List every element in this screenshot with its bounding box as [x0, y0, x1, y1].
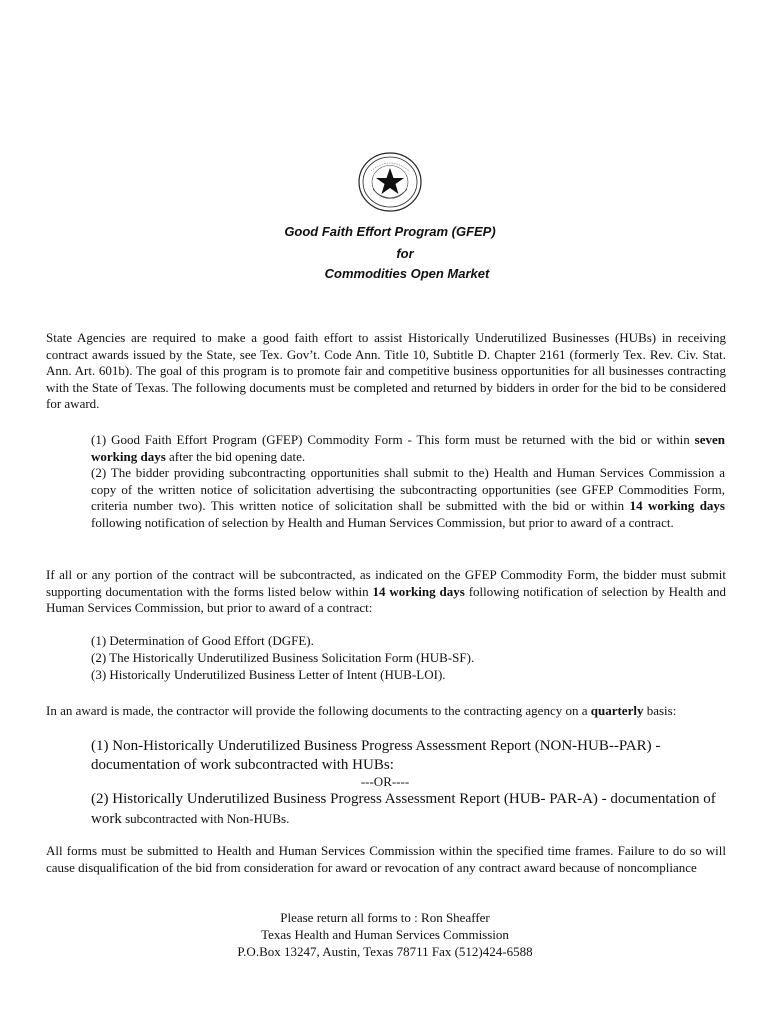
return-line-2: Texas Health and Human Services Commission [261, 927, 509, 942]
award-text: In an award is made, the contractor will provide the following documents to the contracting agency on a [46, 703, 591, 718]
form-item: (3) Historically Underutilized Business Letter of Intent (HUB-LOI). [91, 667, 446, 682]
award-paragraph [46, 703, 726, 720]
subcontract-text: If all or any portion of the contract will be subcontracted, as indicated on the GFEP Commodity Form, the bidder must submit supporting documentation with the forms listed below within [46, 567, 726, 599]
requirement-2-bold: 14 working days [629, 498, 725, 513]
return-line-1: Please return all forms to : Ron Sheaffer [280, 910, 490, 925]
report-item-1: (1) Non-Historically Underutilized Business Progress Assessment Report (NON-HUB--PAR) - documentation of work subcontracted with HUBs: [91, 738, 661, 773]
intro-paragraph: State Agencies are required to make a good faith effort to assist Historically Underutilized Businesses (HUBs) in receiving contract awards issued by the State, see Tex. Gov’t. Code Ann. Title 10, Subtitle D. Chapter 2161 (formerly Tex. Rev. Civ. Stat. Ann. Art. 601b). The goal of this program is to promote fair and competitive business opportunities for all businesses contracting with the State of Texas. The following documents must be completed and returned by bidders in order for the bid to be considered for award. [46, 330, 726, 411]
requirement-1-tail: after the bid opening date. [165, 448, 306, 464]
form-item: (1) Determination of Good Effort (DGFE). [91, 633, 314, 648]
award-tail: basis: [643, 703, 677, 718]
requirement-1 [91, 432, 725, 465]
subcontract-tail: following notification of selection by Health and Human Services Commission, but prior to award of a contract: [46, 583, 726, 615]
texas-state-seal-icon [357, 151, 423, 213]
title-line-3: Commodities Open Market [324, 266, 490, 281]
requirement-2 [91, 465, 725, 531]
requirement-1-text: (1) Good Faith Effort Program (GFEP) Commodity Form - This form must be returned with the bid or within [91, 432, 695, 447]
return-line-3: P.O.Box 13247, Austin, Texas 78711 Fax (512)424-6588 [237, 944, 533, 959]
title-line-2: for [396, 246, 414, 261]
form-item: (2) The Historically Underutilized Business Solicitation Form (HUB-SF). [91, 650, 475, 665]
requirement-1-bold: seven working days [91, 432, 725, 464]
report-item-2-text: (2) Historically Underutilized Business Progress Assessment Report (HUB- PAR-A) - documentation of work [91, 791, 716, 827]
requirement-2-text: (2) The bidder providing subcontracting opportunities shall submit to the) Health and Human Services Commission a copy of the written notice of solicitation advertising the subcontracting opportunities (see GFEP Commodities Form, criteria number two). This written notice of solicitation shall be submitted with the bid or within [91, 465, 725, 513]
subcontract-paragraph [46, 567, 726, 617]
title-line-1: Good Faith Effort Program (GFEP) [284, 224, 496, 239]
requirement-2-tail: following notification of selection by Health and Human Services Commission, but prior to award of a contract. [91, 514, 674, 530]
award-bold: quarterly [590, 703, 644, 718]
subcontract-bold: 14 working days [372, 583, 465, 599]
or-separator: ---OR---- [360, 774, 410, 789]
report-item-2 [91, 790, 731, 829]
closing-paragraph: All forms must be submitted to Health and Human Services Commission within the specified time frames. Failure to do so will cause disqualification of the bid from consideration for award or revocation of any contract award because of noncompliance [46, 843, 726, 875]
report-item-2-tail: subcontracted with Non-HUBs. [121, 811, 290, 826]
